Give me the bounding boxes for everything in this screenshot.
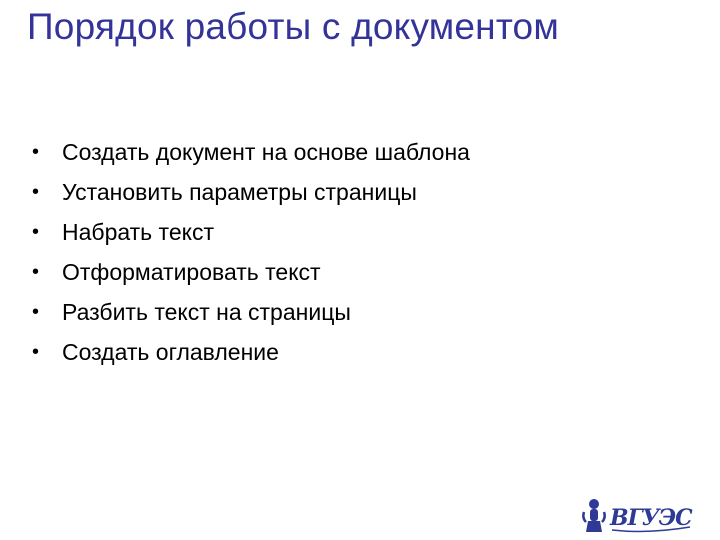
- bullet-icon: •: [32, 301, 40, 323]
- bullet-item: [32, 252, 470, 292]
- bullet-icon: •: [32, 221, 40, 243]
- bullet-text: Набрать текст: [62, 219, 214, 245]
- bullet-item: [32, 132, 470, 172]
- bullet-icon: •: [32, 261, 40, 283]
- bullet-text: Создать оглавление: [62, 339, 279, 365]
- bullet-item: [32, 212, 470, 252]
- bullet-icon: •: [32, 141, 40, 163]
- bullet-item: [32, 292, 470, 332]
- emblem-icon: [583, 499, 604, 532]
- slide-title: Порядок работы с документом: [27, 6, 559, 47]
- university-logo-icon: [578, 494, 696, 536]
- bullet-item: [32, 332, 470, 372]
- bullet-list: [32, 132, 470, 372]
- bullet-text: Создать документ на основе шаблона: [62, 139, 470, 165]
- bullet-text: Разбить текст на страницы: [62, 299, 351, 325]
- bullet-text: Установить параметры страницы: [62, 179, 417, 205]
- bullet-icon: •: [32, 181, 40, 203]
- bullet-item: [32, 172, 470, 212]
- logo-text: ВГУЭС: [610, 505, 692, 531]
- bullet-icon: •: [32, 341, 40, 363]
- bullet-text: Отформатировать текст: [62, 259, 321, 285]
